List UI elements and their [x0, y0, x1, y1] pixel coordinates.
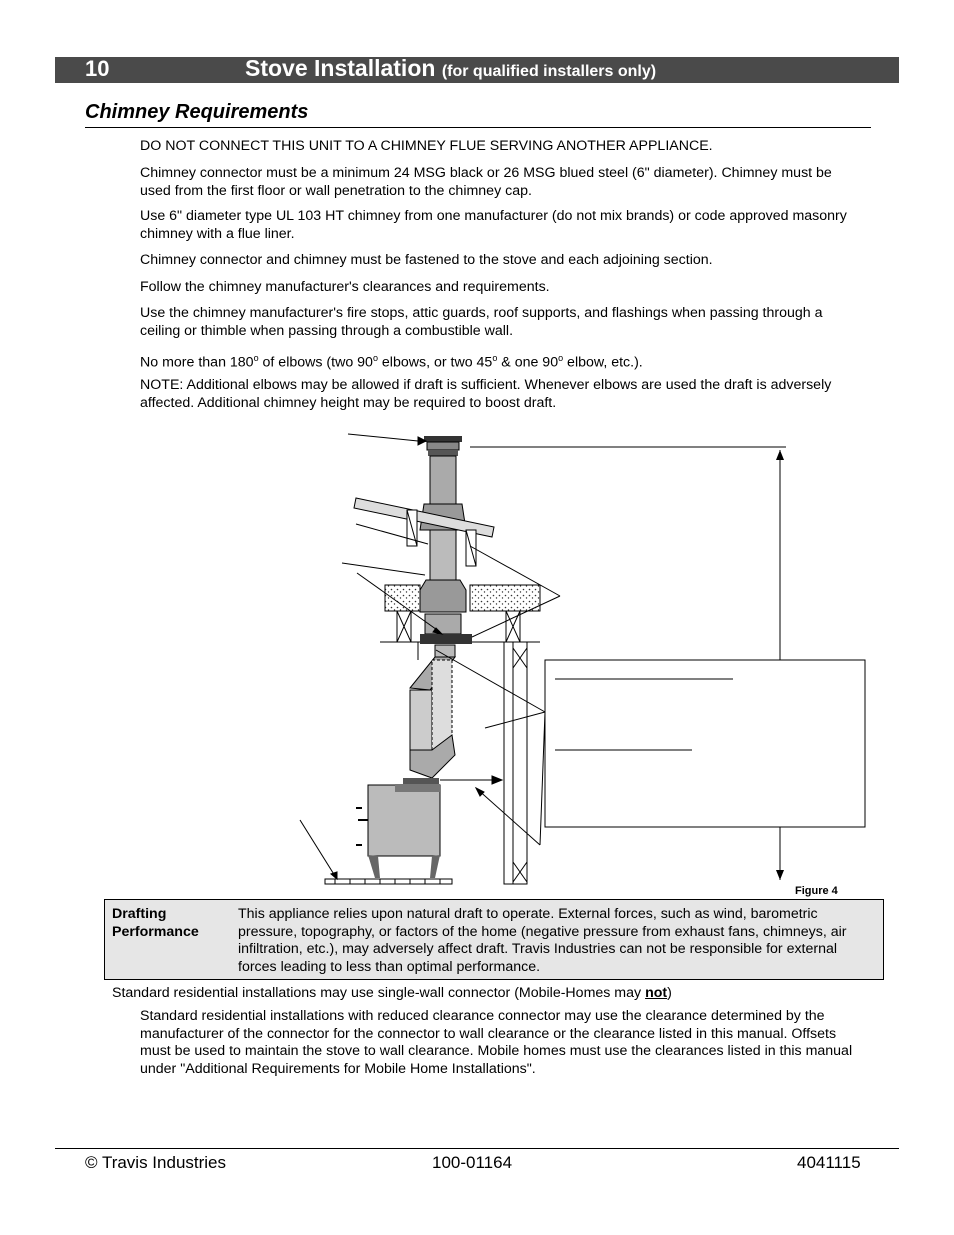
chimney-pipe — [430, 456, 456, 504]
floor-protector — [325, 879, 452, 884]
footer-copyright: © Travis Industries — [85, 1153, 227, 1172]
paragraph-connector-gauge: Chimney connector must be a minimum 24 MSG black or 26 MSG blued steel (6" diameter). Chimney must be used from the first floor or wall penetration to the chimney cap. — [140, 165, 832, 199]
paragraph-fastening: Chimney connector and chimney must be fastened to the stove and each adjoining section. — [140, 252, 713, 268]
ceiling-support — [420, 634, 472, 644]
attic-guard — [420, 580, 466, 612]
chimney-installation-diagram — [290, 425, 890, 890]
single-wall-connector-line: Standard residential installations may use single-wall connector (Mobile-Homes may not) — [112, 985, 672, 1001]
footer-doc-code: 4041115 — [797, 1153, 861, 1172]
note-text: This appliance relies upon natural draft to operate. External forces, such as wind, barometric pressure, topography, or factors of the home (negative pressure from exhaust fans, chimneys, air infiltration, etc.), may adversely affect draft. Travis Industries can not be responsible for external forces leading to less than optimal performance. — [238, 906, 847, 975]
emphasis-not: not — [645, 985, 668, 1001]
section-divider — [85, 127, 871, 128]
paragraph-fire-stops: Use the chimney manufacturer's fire stops, attic guards, roof supports, and flashings when passing through a ceiling or thimble when passing through a combustible wall. — [140, 305, 823, 339]
paragraph-no-shared-flue: DO NOT CONNECT THIS UNIT TO A CHIMNEY FLUE SERVING ANOTHER APPLIANCE. — [140, 138, 713, 154]
chimney-connector — [403, 645, 455, 786]
paragraph-draft-note: NOTE: Additional elbows may be allowed if draft is sufficient. Whenever elbows are used the draft is adversely affected. Additional chimney height may be required to boost draft. — [140, 377, 832, 411]
paragraph-clearances: Follow the chimney manufacturer's clearances and requirements. — [140, 279, 550, 295]
paragraph-chimney-type: Use 6" diameter type UL 103 HT chimney from one manufacturer (do not mix brands) or code approved masonry chimney with a flue liner. — [140, 208, 847, 242]
note-heading: Drafting Performance — [112, 906, 199, 940]
drafting-performance-note — [104, 899, 884, 980]
chimney-cap-icon — [424, 436, 462, 456]
figure-label: Figure 4 — [795, 885, 838, 897]
footer-part-number: 100-01164 — [432, 1153, 513, 1172]
paragraph-reduced-clearance: Standard residential installations with reduced clearance connector may use the clearance determined by the manufacturer of the connector for the connector to wall clearance or the clearance listed in this manual. Offsets must be used to maintain the stove to wall clearance. Mobile homes must use the clearances listed in this manual under "Additional Requirements for Mobile Home Installations". — [140, 1008, 853, 1077]
section-title: Chimney Requirements — [85, 101, 309, 123]
combustible-wall — [504, 642, 527, 884]
insulation-right — [470, 585, 540, 611]
paragraph-elbows: No more than 180$^o$ of elbows (two 90$^o$ elbows, or two 45$^o$ & one 90$^o$ elbow, etc.). — [140, 353, 643, 371]
page-title — [245, 55, 656, 82]
page-subtitle: (for qualified installers only) — [441, 63, 657, 80]
page-title-text: Stove Installation — [245, 55, 436, 81]
footer-divider — [55, 1148, 899, 1149]
stove-icon — [356, 784, 440, 878]
page-number: 10 — [85, 56, 110, 81]
insulation-left — [385, 585, 420, 611]
header-bar — [55, 57, 899, 83]
legend-box — [545, 660, 865, 827]
